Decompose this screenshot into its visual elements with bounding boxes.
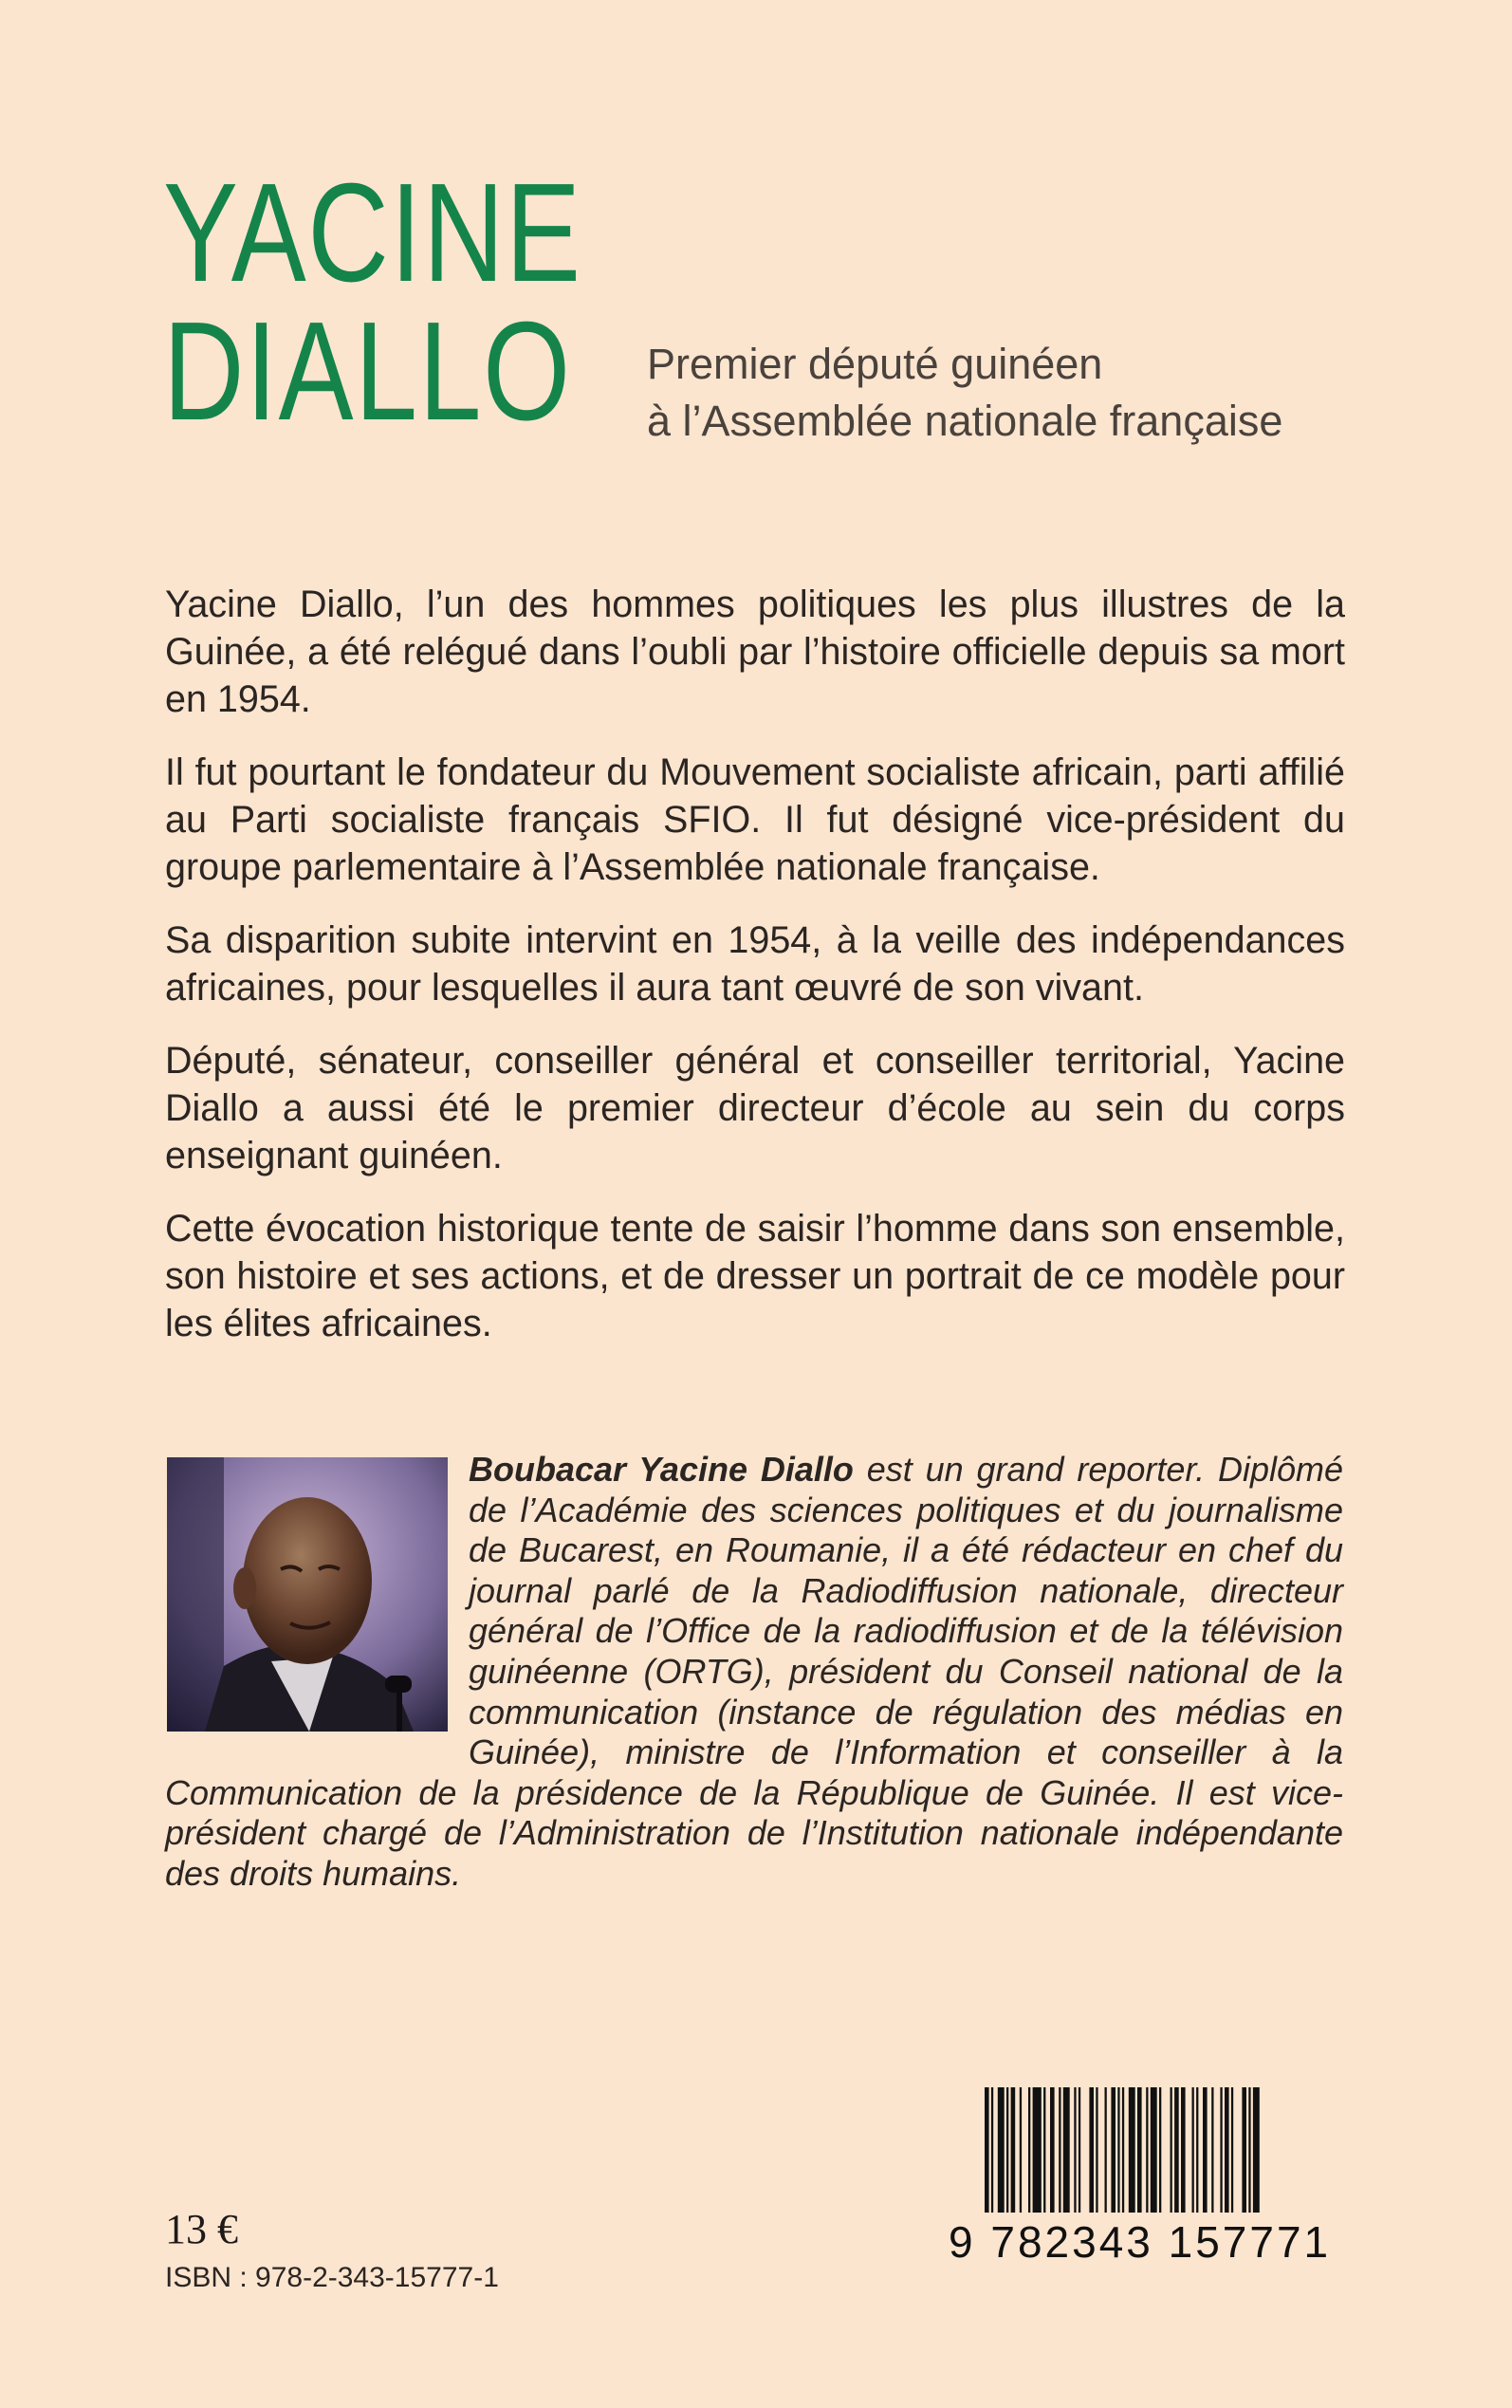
barcode-bar (1203, 2087, 1208, 2213)
barcode-bar (1006, 2087, 1008, 2213)
barcode-bar (1033, 2087, 1042, 2213)
author-name: Boubacar Yacine Diallo (469, 1450, 854, 1489)
price: 13 € (165, 2206, 238, 2252)
barcode-bar (1159, 2087, 1161, 2213)
barcode-bar (1151, 2087, 1157, 2213)
title-first-name: YACINE (163, 155, 582, 311)
barcode-bars (983, 2087, 1334, 2213)
author-photo (167, 1457, 448, 1732)
barcode-digits: 9 782343 157771 (949, 2217, 1332, 2267)
barcode-bar (1146, 2087, 1148, 2213)
barcode-bar (1174, 2087, 1179, 2213)
barcode-bar (1117, 2087, 1119, 2213)
barcode-bar (1063, 2087, 1070, 2213)
barcode-bar (1242, 2087, 1246, 2213)
barcode-bar (1225, 2087, 1229, 2213)
subtitle-line-1: Premier député guinéen (647, 340, 1103, 388)
barcode-bar (1089, 2087, 1094, 2213)
barcode-bar (1248, 2087, 1250, 2213)
barcode-bar (1028, 2087, 1030, 2213)
barcode-bar (1137, 2087, 1142, 2213)
barcode-bar (991, 2087, 993, 2213)
barcode-bar (1192, 2087, 1194, 2213)
barcode-bar (1211, 2087, 1213, 2213)
barcode-bar (1079, 2087, 1080, 2213)
barcode-bar (1043, 2087, 1045, 2213)
summary-paragraph: Yacine Diallo, l’un des hommes politiques les plus illustres de la Guinée, a été relégué dans l’oubli par l’histoire officielle depuis sa mort en 1954. (165, 583, 1345, 720)
title-last-name: DIALLO (163, 293, 572, 450)
barcode-bar (1050, 2087, 1055, 2213)
barcode-bar (1096, 2087, 1097, 2213)
barcode-bar (1129, 2087, 1135, 2213)
isbn: ISBN : 978-2-343-15777-1 (165, 2262, 499, 2293)
barcode-bar (1253, 2087, 1260, 2213)
subtitle (647, 336, 1282, 450)
summary-paragraph: Député, sénateur, conseiller général et conseiller territorial, Yacine Diallo a aussi été le premier directeur d’école au sein du corps enseignant guinéen. (165, 1040, 1345, 1176)
barcode-bar (1171, 2087, 1172, 2213)
author-portrait-image (167, 1457, 448, 1732)
barcode-bar (1011, 2087, 1016, 2213)
author-bio-text: est un grand reporter. Diplômé de l’Académie des sciences politiques et du journalisme de Bucarest, en Roumanie, il a été rédacteur en chef du journal parlé de la Radiodiffusion nationale, directeur général de l’Office de la radiodiffusion et de la télévision guinéenne (ORTG), président du Conseil national de la communication (instance de régulation des médias en Guinée), ministre de l’Information et conseiller à la Communication de la présidence de la République de Guinée. Il est vice-président chargé de l’Administration de l’Institution nationale indépendante des droits humains. (165, 1450, 1343, 1893)
subtitle-line-2: à l’Assemblée nationale française (647, 397, 1283, 445)
barcode-bar (1020, 2087, 1022, 2213)
barcode-bar (1181, 2087, 1186, 2213)
barcode-bar (985, 2087, 989, 2213)
barcode-bar (1220, 2087, 1222, 2213)
summary-paragraph: Cette évocation historique tente de saisir l’homme dans son ensemble, son histoire et ses actions, et de dresser un portrait de ce modèle pour les élites africaines. (165, 1208, 1345, 1344)
barcode-bar (1111, 2087, 1116, 2213)
summary-text (165, 581, 1345, 1373)
summary-paragraph: Il fut pourtant le fondateur du Mouvement socialiste africain, parti affilié au Parti socialiste français SFIO. Il fut désigné vice-président du groupe parlementaire à l’Assemblée nationale française. (165, 751, 1345, 888)
barcode-bar (1059, 2087, 1060, 2213)
barcode-bar (1196, 2087, 1198, 2213)
barcode-bar (1105, 2087, 1107, 2213)
barcode-bar (1231, 2087, 1233, 2213)
barcode-bar (1122, 2087, 1124, 2213)
summary-paragraph: Sa disparition subite intervint en 1954, à la veille des indépendances africaines, pour lesquelles il aura tant œuvré de son vivant. (165, 919, 1345, 1009)
barcode-bar (1074, 2087, 1076, 2213)
barcode-bar (998, 2087, 1005, 2213)
